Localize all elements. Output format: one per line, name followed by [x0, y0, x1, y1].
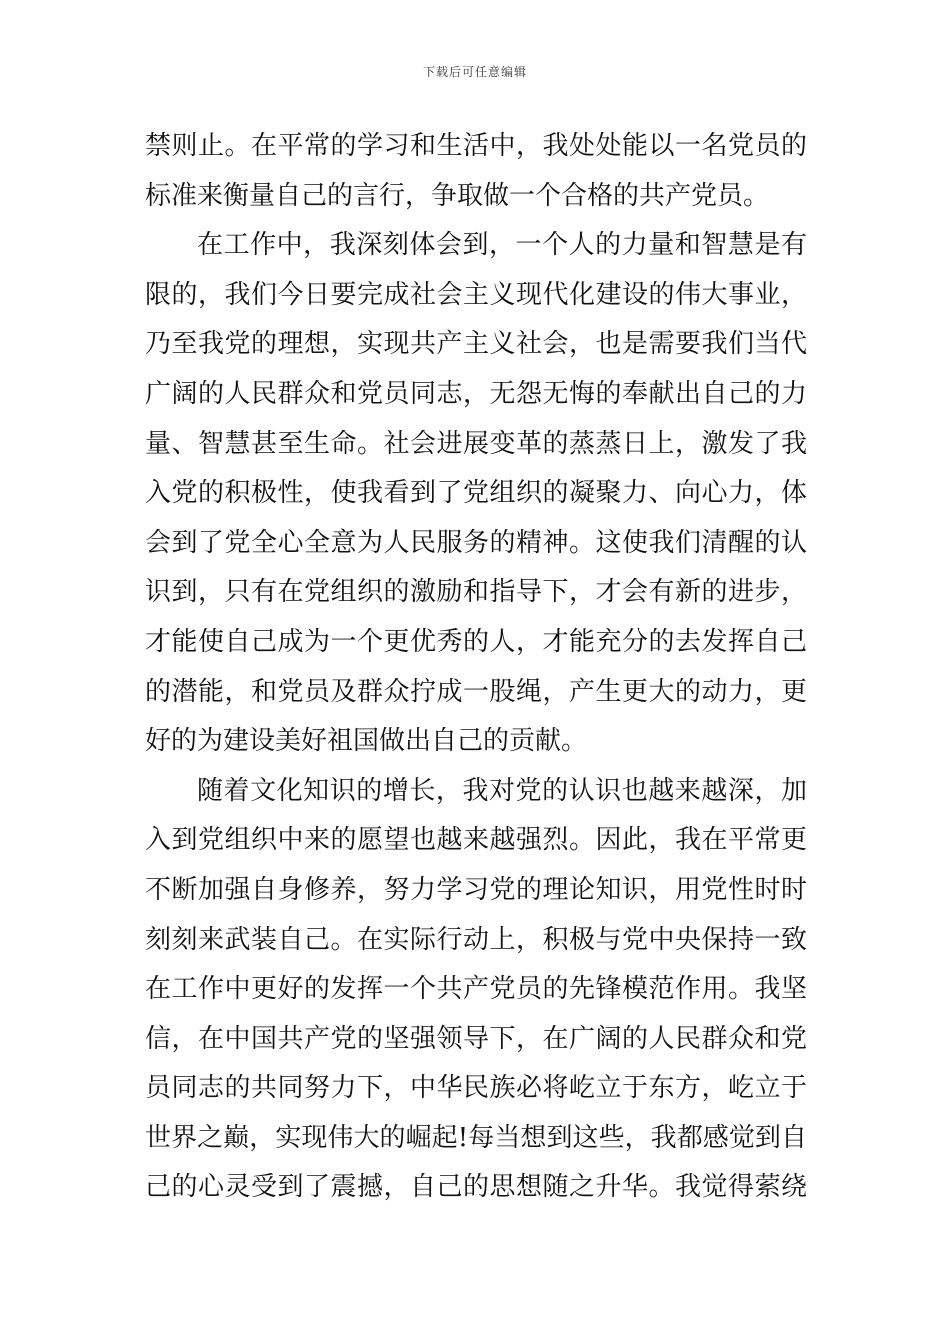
text-line: 禁则止。在平常的学习和生活中，我处处能以一名党员的	[145, 131, 807, 161]
text-line: 限的，我们今日要完成社会主义现代化建设的伟大事业，	[145, 279, 807, 310]
text-line: 信，在中国共产党的坚强领导下，在广阔的人民群众和党	[145, 1023, 807, 1054]
text-line: 刻刻来武装自己。在实际行动上，积极与党中央保持一致	[145, 924, 807, 955]
text-line: 入到党组织中来的愿望也越来越强烈。因此，我在平常更	[145, 825, 807, 856]
text-line: 乃至我党的理想，实现共产主义社会，也是需要我们当代	[145, 329, 807, 360]
text-line: 己的心灵受到了震撼，自己的思想随之升华。我觉得萦绕	[145, 1172, 807, 1203]
text-line: 入党的积极性，使我看到了党组织的凝聚力、向心力，体	[145, 478, 807, 509]
text-line: 好的为建设美好祖国做出自己的贡献。	[145, 726, 588, 757]
text-line: 世界之巅，实现伟大的崛起!每当想到这些，我都感觉到自	[145, 1122, 807, 1153]
text-line: 的潜能，和党员及群众拧成一股绳，产生更大的动力，更	[145, 676, 807, 707]
paragraph-first-line: 随着文化知识的增长，我对党的认识也越来越深，加	[197, 775, 807, 806]
text-line: 不断加强自身修养，努力学习党的理论知识，用党性时时	[145, 874, 807, 905]
document-body	[145, 122, 807, 1213]
text-line: 在工作中更好的发挥一个共产党员的先锋模范作用。我坚	[145, 974, 807, 1005]
text-line: 量、智慧甚至生命。社会进展变革的蒸蒸日上，激发了我	[145, 428, 807, 459]
page-header: 下载后可任意编辑	[422, 65, 527, 79]
text-line: 广阔的人民群众和党员同志，无怨无悔的奉献出自己的力	[145, 378, 807, 409]
text-line: 标准来衡量自己的言行，争取做一个合格的共产党员。	[145, 180, 770, 211]
text-line: 员同志的共同努力下，中华民族必将屹立于东方，屹立于	[145, 1073, 807, 1104]
text-line: 识到，只有在党组织的激励和指导下，才会有新的进步，	[145, 577, 807, 608]
text-line: 会到了党全心全意为人民服务的精神。这使我们清醒的认	[145, 527, 807, 558]
paragraph-first-line: 在工作中，我深刻体会到，一个人的力量和智慧是有	[197, 230, 807, 261]
text-line: 才能使自己成为一个更优秀的人，才能充分的去发挥自己	[145, 626, 807, 657]
